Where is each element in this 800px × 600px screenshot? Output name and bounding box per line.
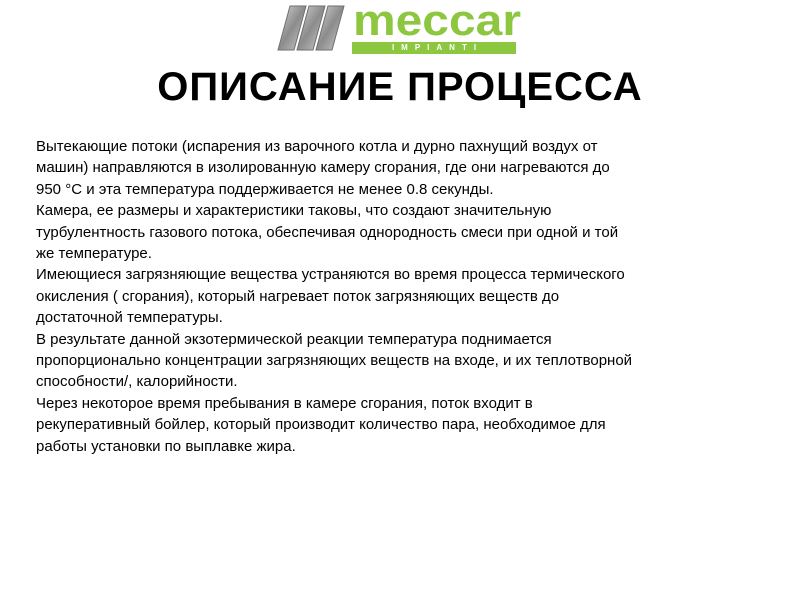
- paragraph: Камера, ее размеры и характеристики таковы, что создают значительную турбулентность газового потока, обеспечивая однородность смеси при одной и той же температуре.: [36, 202, 619, 263]
- paragraph: Через некоторое время пребывания в камере сгорания, поток входит в рекуперативный бойлер, который производит количество пара, необходимое для работы установки по выплавке жира.: [36, 394, 606, 455]
- paragraph: В результате данной экзотермической реакции температура поднимается пропорционально концентрации загрязняющих веществ на входе, и их теплотворной способности/, калорийности.: [36, 330, 633, 391]
- logo-mark-icon: [276, 4, 346, 52]
- paragraph: Вытекающие потоки (испарения из варочного котла и дурно пахнущий воздух от машин) направляются в изолированную камеру сгорания, где они нагреваются до 950 °С и эта температура поддерживается не менее 0.8 секунды.: [36, 138, 610, 198]
- logo-wordmark: [351, 2, 523, 42]
- paragraph: Имеющиеся загрязняющие вещества устраняются во время процесса термического окисления ( сгорания), который нагревает поток загрязняющих веществ до достаточной температуры.: [36, 266, 625, 327]
- page-title: ОПИСАНИЕ ПРОЦЕССА: [157, 65, 643, 109]
- logo-subtitle: IMPIANTI: [352, 42, 516, 54]
- process-description: [36, 136, 776, 457]
- logo-wordmark-text: meccar: [353, 2, 521, 42]
- logo: [258, 0, 536, 60]
